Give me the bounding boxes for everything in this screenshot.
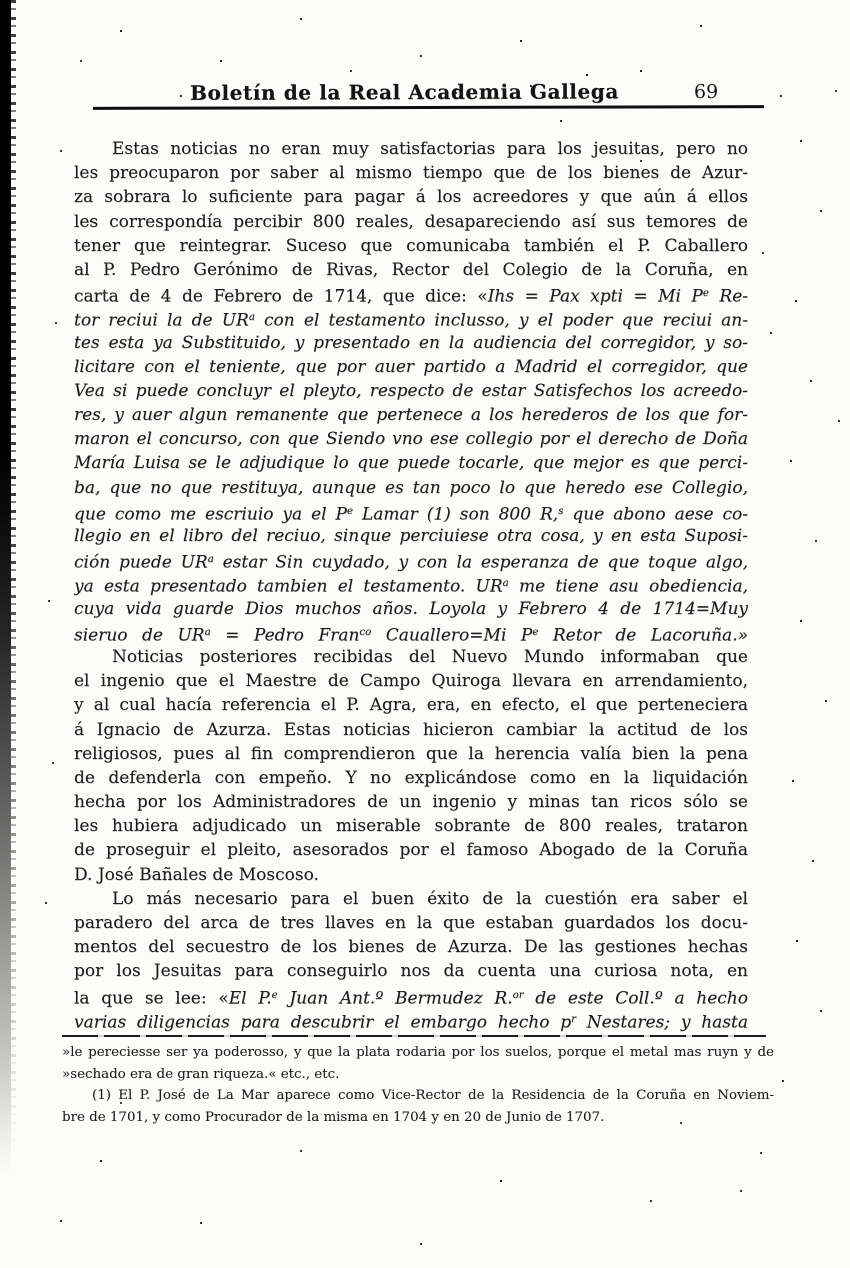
page-body xyxy=(74,137,748,1032)
text-line: paradero del arca de tres llaves en la que estaban guardados los docu- xyxy=(74,913,748,933)
text-line: de proseguir el pleito, asesorados por el famoso Abogado de la Coruña xyxy=(74,840,748,861)
text-line: de defenderla con empeño. Y no explicándose como en la liquidación xyxy=(74,767,748,788)
text-line: licitare con el teniente, que por auer partido a Madrid el corregidor, que xyxy=(74,356,748,377)
text-line: za sobrara lo suficiente para pagar á los acreedores y que aún á ellos xyxy=(74,187,748,208)
paragraph-3 xyxy=(74,887,748,1032)
text-line: al P. Pedro Gerónimo de Rivas, Rector del Colegio de la Coruña, en xyxy=(74,259,748,280)
text-line: por los Jesuitas para conseguirlo nos da cuenta una curiosa nota, en xyxy=(74,961,748,982)
text-line: bre de 1701, y como Procurador de la misma en 1704 y en 20 de Junio de 1707. xyxy=(62,1109,605,1125)
text-line: les hubiera adjudicado un miserable sobrante de 800 reales, trataron xyxy=(74,816,748,837)
journal-title: Boletín de la Real Academia Gallega xyxy=(189,79,619,105)
text-line: ba, que no que restituya, aunque es tan poco lo que heredo ese Collegio, xyxy=(74,477,748,498)
text-line: que como me escriuio ya el $P^e$ Lamar (1) son 800 R,$^s$ que abono aese co- xyxy=(74,504,748,524)
text-line: y al cual hacía referencia el P. Agra, era, en efecto, el que perteneciera xyxy=(74,695,748,716)
text-line: ción puede $UR^a$ estar Sin cuydado, y con la esperanza de que toque algo, xyxy=(74,552,748,573)
header-rule xyxy=(93,105,764,110)
text-line: Lo más necesario para el buen éxito de la cuestión era saber el xyxy=(112,888,748,909)
text-line: (1) El P. José de La Mar aparece como Vice-Rector de la Residencia de la Coruña en Noviem- xyxy=(92,1088,774,1103)
text-line: tener que reintegrar. Suceso que comunicaba también el P. Caballero xyxy=(74,235,748,256)
text-line: el ingenio que el Maestre de Campo Quiroga llevara en arrendamiento, xyxy=(74,671,748,692)
text-line: les preocuparon por saber al mismo tiempo que de los bienes de Azur- xyxy=(74,163,748,184)
text-line: varias diligencias para descubrir el embargo hecho $p^r$ Nestares; y hasta xyxy=(74,1012,748,1032)
text-line: »sechado era de gran riqueza.« etc., etc. xyxy=(62,1066,340,1082)
text-line: Noticias posteriores recibidas del Nuevo Mundo informaban que xyxy=(112,646,748,667)
text-line: res, y auer algun remanente que pertenece a los herederos de los que for- xyxy=(74,405,748,426)
text-line: llegio en el libro del reciuo, sinque perciuiese otra cosa, y en esta Suposi- xyxy=(74,526,748,546)
text-line: Estas noticias no eran muy satisfactorias para los jesuitas, pero no xyxy=(112,139,748,159)
text-line: tor reciui la de $UR^a$ con el testamento inclusso, y el poder que reciui an- xyxy=(74,310,748,331)
text-line: mentos del secuestro de los bienes de Azurza. De las gestiones hechas xyxy=(74,937,748,958)
text-line: á Ignacio de Azurza. Estas noticias hicieron cambiar la actitud de los xyxy=(74,719,748,740)
text-line: hecha por los Administradores de un ingenio y minas tan ricos sólo se xyxy=(74,792,748,813)
text-line: tes esta ya Substituido, y presentado en la audiencia del corregidor, y so- xyxy=(74,332,748,353)
text-line: les correspondía percibir 800 reales, desapareciendo así sus temores de xyxy=(74,211,748,232)
text-line: ya esta presentado tambien el testamento. $UR^a$ me tiene asu obediencia, xyxy=(74,576,748,597)
footnotes-block xyxy=(62,1042,774,1128)
scan-speckle-noise xyxy=(0,0,2,2)
binding-shadow-rough-edge xyxy=(11,0,16,1150)
text-line: religiosos, pues al fin comprendieron que la herencia valía bien la pena xyxy=(74,743,748,764)
text-line: carta de 4 de Febrero de 1714, que dice: «Ihs = Pax xpti = Mi $P^e$ Re- xyxy=(74,286,748,307)
text-line: cuya vida guarde Dios muchos años. Loyola y Febrero 4 de 1714=Muy xyxy=(74,598,748,619)
text-line: maron el concurso, con que Siendo vno ese collegio por el derecho de Doña xyxy=(74,429,748,450)
page-number: 69 xyxy=(693,80,719,104)
footnote-separator-rule xyxy=(62,1035,766,1037)
text-line: la que se lee: «El P.$^e$ Juan Ant.º Bermudez R.$^{or}$ de este Coll.º a hecho xyxy=(74,988,748,1008)
text-line: sieruo de $UR^a$ = Pedro Fran$^{co}$ Cauallero=Mi $P^e$ Retor de Lacoruña.» xyxy=(74,625,748,645)
binding-shadow xyxy=(0,0,11,1175)
text-line: D. José Bañales de Moscoso. xyxy=(74,864,319,885)
text-line: »le pereciesse ser ya poderosso, y que la plata rodaria por los suelos, porque el metal mas ruyn y de xyxy=(62,1045,774,1060)
paragraph-2 xyxy=(74,645,748,887)
text-line: María Luisa se le adjudique lo que puede tocarle, que mejor es que perci- xyxy=(74,453,748,474)
text-line: Vea si puede concluyr el pleyto, respecto de estar Satisfechos los acreedo- xyxy=(74,380,748,401)
paragraph-1 xyxy=(74,137,748,645)
